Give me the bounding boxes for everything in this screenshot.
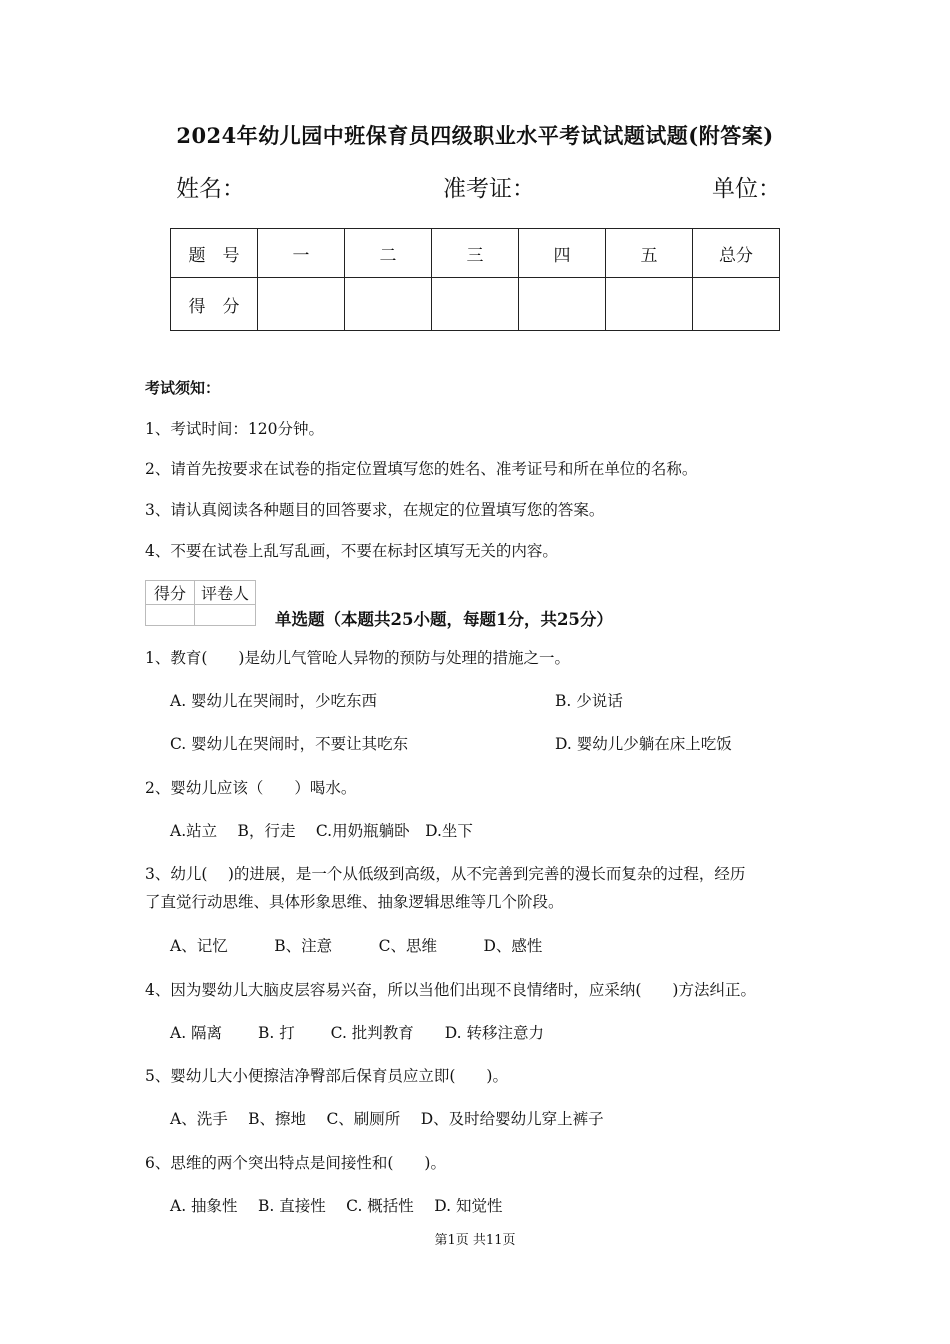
score-table-cell: 得 分 — [171, 278, 258, 331]
exam-id-label: 准考证： — [443, 176, 535, 202]
grader-box — [145, 580, 256, 626]
score-table — [170, 228, 780, 331]
score-input-cell[interactable] — [519, 278, 606, 331]
question-option: A. 婴幼儿在哭闹时，少吃东西 — [170, 692, 378, 710]
score-table-cell: 四 — [519, 229, 606, 278]
score-table-cell: 总分 — [693, 229, 780, 278]
question-options: A、记忆 B、注意 C、思维 D、感性 — [170, 937, 543, 955]
grader-score-cell[interactable] — [146, 605, 195, 626]
score-input-cell[interactable] — [693, 278, 780, 331]
name-label: 姓名： — [176, 176, 245, 202]
question-stem: 6、思维的两个突出特点是间接性和( )。 — [145, 1154, 446, 1172]
score-table-score-row — [171, 278, 780, 331]
question-options: A. 抽象性 B. 直接性 C. 概括性 D. 知觉性 — [170, 1197, 503, 1215]
notice-item: 1、考试时间：120分钟。 — [145, 420, 324, 438]
page-footer: 第1页 共11页 — [434, 1233, 516, 1248]
unit-label: 单位： — [712, 176, 781, 202]
notice-title: 考试须知： — [145, 379, 221, 397]
question-options: A. 隔离 B. 打 C. 批判教育 D. 转移注意力 — [170, 1024, 545, 1042]
grader-name-cell[interactable] — [195, 605, 256, 626]
score-input-cell[interactable] — [606, 278, 693, 331]
score-table-cell: 题 号 — [171, 229, 258, 278]
score-table-cell: 二 — [345, 229, 432, 278]
score-input-cell[interactable] — [432, 278, 519, 331]
question-stem: 1、教育( )是幼儿气管呛人异物的预防与处理的措施之一。 — [145, 649, 570, 667]
score-table-cell: 一 — [258, 229, 345, 278]
question-options: A.站立 B，行走 C.用奶瓶躺卧 D.坐下 — [170, 822, 473, 840]
question-stem: 5、婴幼儿大小便擦洁净臀部后保育员应立即( )。 — [145, 1067, 508, 1085]
question-option: B. 少说话 — [555, 692, 623, 710]
notice-item: 3、请认真阅读各种题目的回答要求，在规定的位置填写您的答案。 — [145, 501, 605, 519]
question-stem: 4、因为婴幼儿大脑皮层容易兴奋，所以当他们出现不良情绪时，应采纳( )方法纠正。 — [145, 981, 756, 999]
notice-item: 4、不要在试卷上乱写乱画，不要在标封区填写无关的内容。 — [145, 542, 558, 560]
section-title: 单选题（本题共25小题，每题1分，共25分） — [275, 610, 613, 629]
score-input-cell[interactable] — [258, 278, 345, 331]
score-input-cell[interactable] — [345, 278, 432, 331]
question-stem: 3、幼儿( )的进展，是一个从低级到高级，从不完善到完善的漫长而复杂的过程，经历 — [145, 865, 746, 883]
question-option: C. 婴幼儿在哭闹时，不要让其吃东 — [170, 735, 409, 753]
question-stem: 2、婴幼儿应该（ ）喝水。 — [145, 779, 357, 797]
score-table-cell: 三 — [432, 229, 519, 278]
question-option: D. 婴幼儿少躺在床上吃饭 — [555, 735, 732, 753]
notice-item: 2、请首先按要求在试卷的指定位置填写您的姓名、准考证号和所在单位的名称。 — [145, 460, 698, 478]
score-table-header-row — [171, 229, 780, 278]
document-title: 2024年幼儿园中班保育员四级职业水平考试试题试题(附答案) — [176, 123, 774, 148]
grader-score-label: 得分 — [146, 581, 195, 605]
grader-name-label: 评卷人 — [195, 581, 256, 605]
question-options: A、洗手 B、擦地 C、刷厕所 D、及时给婴幼儿穿上裤子 — [170, 1110, 604, 1128]
question-stem-continued: 了直觉行动思维、具体形象思维、抽象逻辑思维等几个阶段。 — [145, 893, 564, 911]
score-table-cell: 五 — [606, 229, 693, 278]
